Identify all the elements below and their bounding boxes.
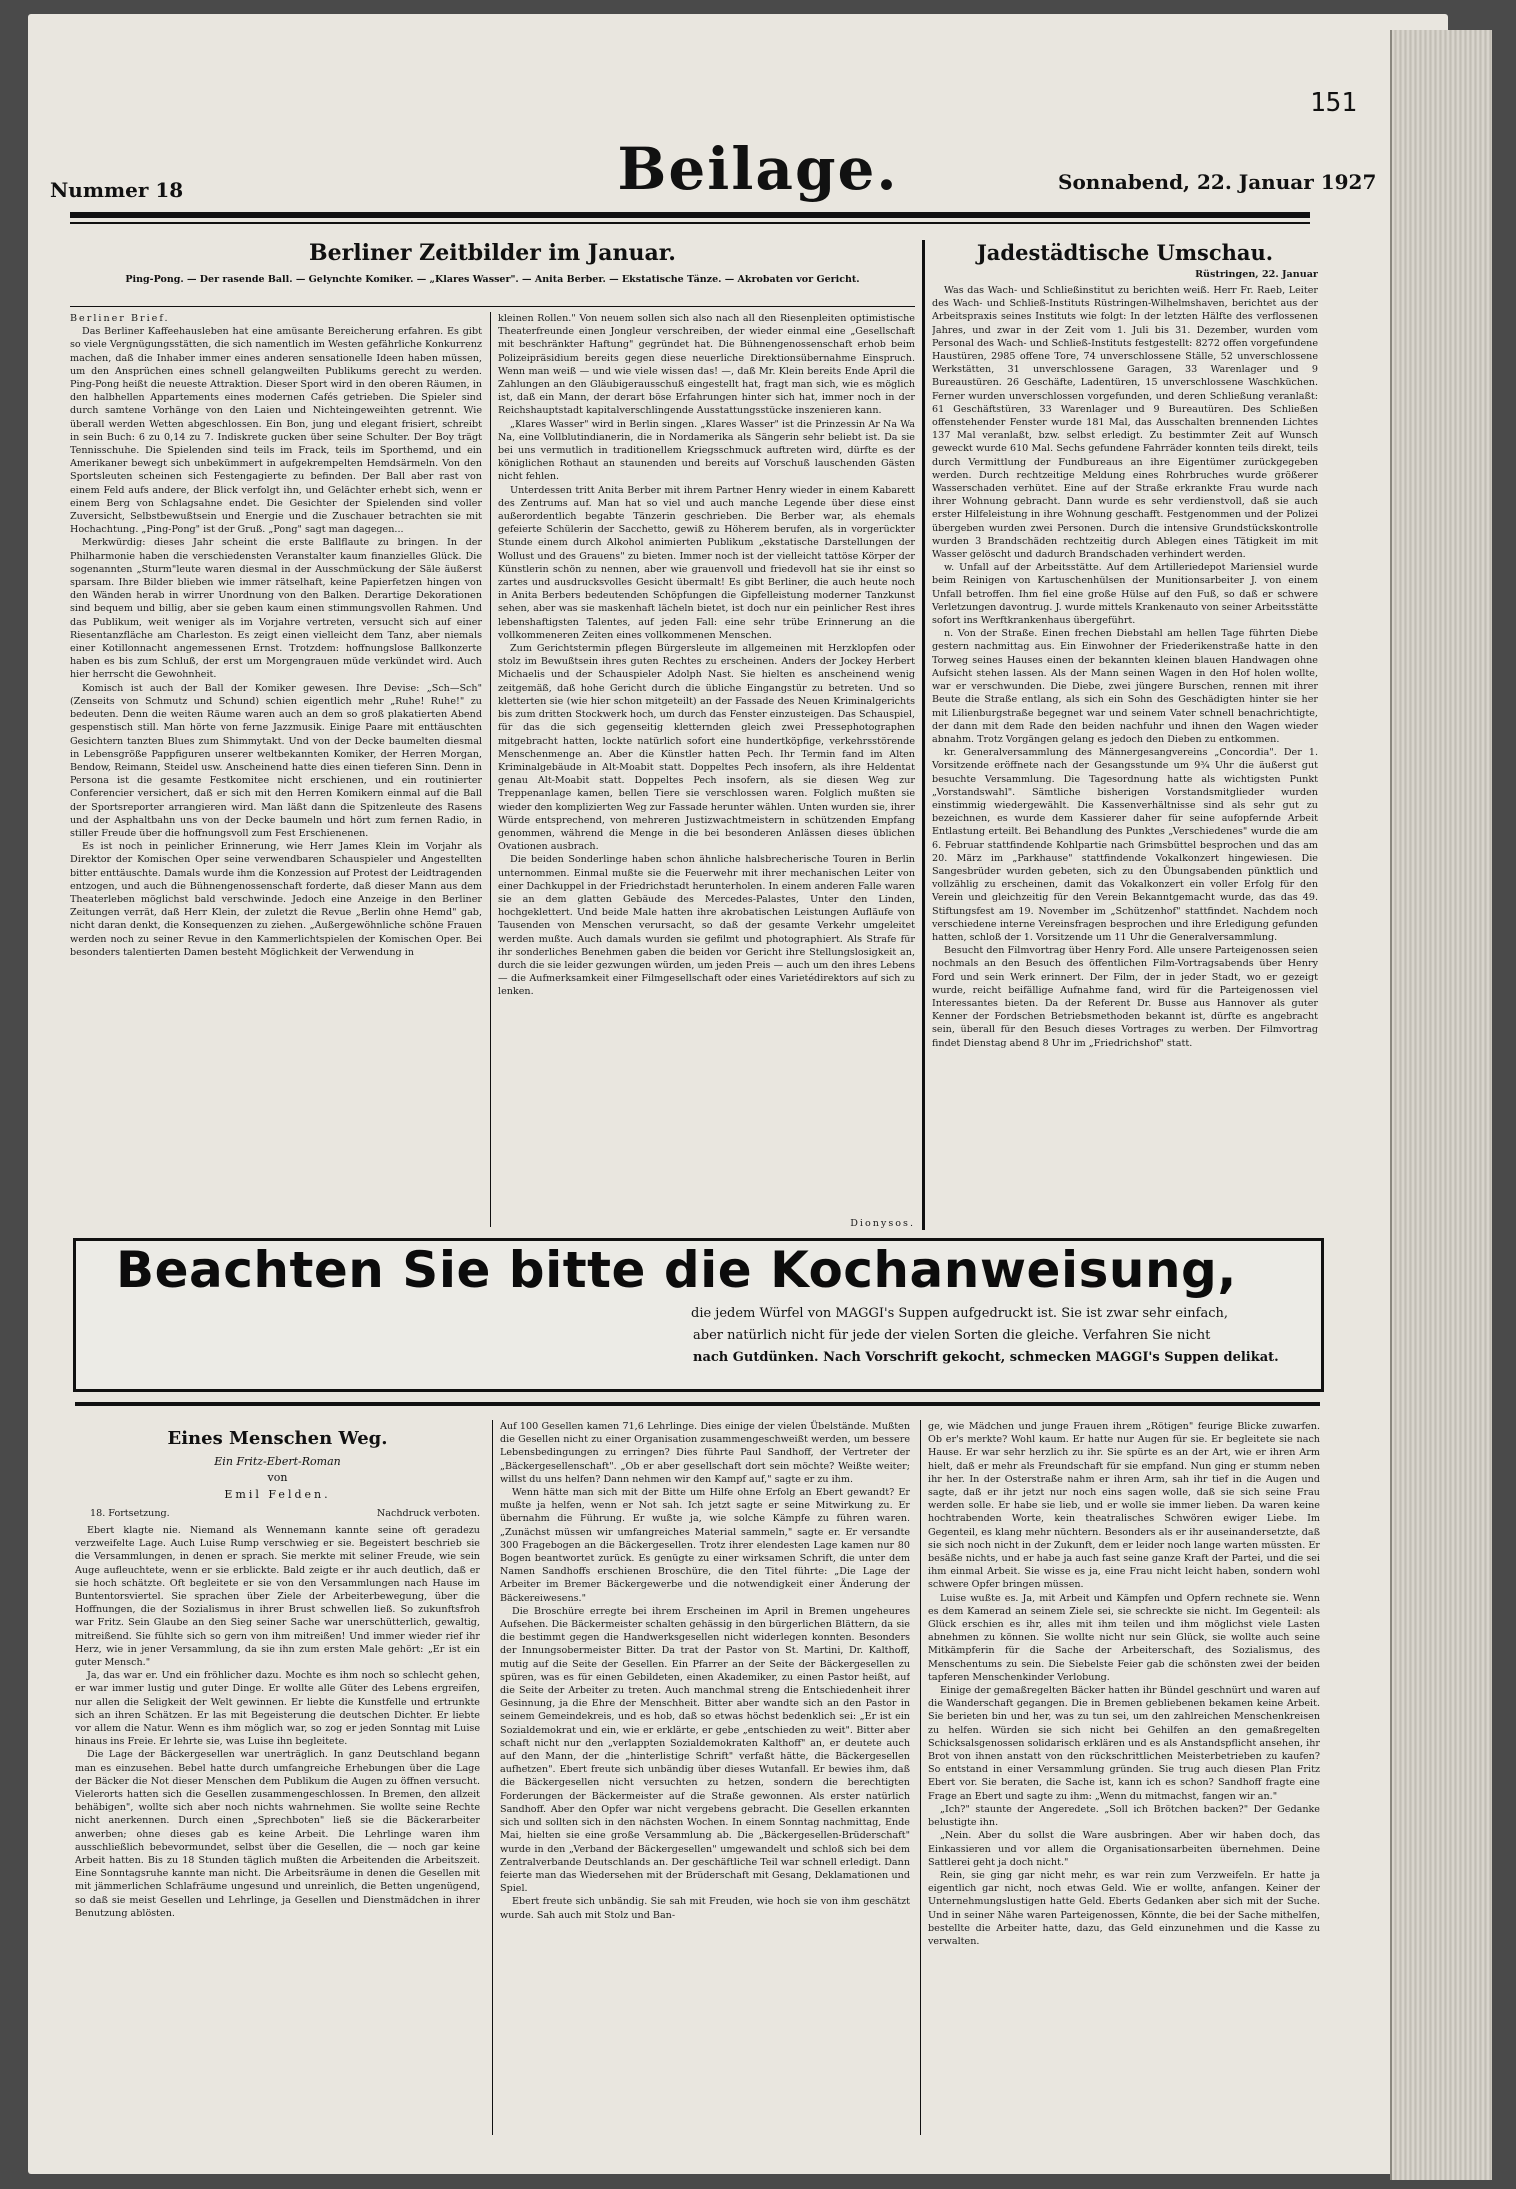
page-number: 151 [1310, 88, 1357, 118]
section-rule [75, 1402, 1320, 1406]
local-news-column [932, 284, 1318, 1230]
article-signature: Dionysos. [850, 1218, 915, 1229]
paragraph: Einige der gemaßregelten Bäcker hatten ihr Bündel geschnürt und waren auf die Wanderschaft gegangen. Die in Bremen gebliebenen bekamen keine Arbeit. Sie berieten bin und her, was zu tun sei, um den zahlreichen Menschenkreisen zu helfen. Würden sie sich nicht bei Gehilfen an den gemaßregelten Schicksalsgenossen solidarisch erklären und es als Anstandspflicht ansehen, ihr Brot von ihnen anstatt von den rückschrittlichen Meisterbetrieben zu kaufen? So entstand in einer Versammlung gründen. Sie trug auch diesen Plan Fritz Ebert vor. Sie beraten, die Sache ist, kann ich es schon? Sandhoff fragte eine Frage an Ebert und sagte zu ihm: „Wenn du mitmachst, fangen wir an." [928, 1685, 1320, 1802]
paragraph: Rein, sie ging gar nicht mehr, es war rein zum Verzweifeln. Er hatte ja eigentlich gar nicht, noch etwas Geld. Wie er wollte, anfangen. Keiner der Unternehmungslustigen hatte Geld. Eberts Gedanken aber sich mit der Suche. Und in seiner Nähe waren Parteigenossen, Könnte, die bei der Sache mithelfen, bestellte die Arbeiter hatte, dazu, das Geld einzunehmen und die Kasse zu verwalten. [928, 1869, 1320, 1947]
paragraph: Ebert freute sich unbändig. Sie sah mit Freuden, wie hoch sie von ihm geschätzt wurde. Sah auch mit Stolz und Ban- [500, 1896, 910, 1921]
ad-headline: Beachten Sie bitte die Kochanweisung, [116, 1241, 1237, 1299]
paragraph: Ja, das war er. Und ein fröhlicher dazu. Mochte es ihm noch so schlecht gehen, er war immer lustig und guter Dinge. Er wollte alle Güter des Lebens ergreifen, nur allen die Seligkeit der Welt gewinnen. Er liebte die Kunstfelle und ertrunkte sich an ihren Schätzen. Er las mit Begeisterung die deutschen Dichter. Er liebte vor allem die Natur. Wenn es ihm möglich war, so zog er jeden Sonntag mit Luise hinaus ins Freie. Er lehrte sie, was Luise ihn begleitete. [75, 1670, 480, 1748]
paragraph: Die Lage der Bäckergesellen war unerträglich. In ganz Deutschland begann man es einzusehen. Bebel hatte durch umfangreiche Erhebungen über die Lage der Bäcker die Not dieser Menschen dem Publikum die Augen zu öffnen versucht. Vielerorts hatten sich die Gesellen zusammengeschlossen. In Bremen, den allzeit behäbigen", wollte sich aber noch nichts wahrnehmen. Sie wollte seine Rechte nicht anerkennen. Durch einen „Sprechboten" ließ sie die Bäckerarbeiter anwerben; ohne dieses gab es keine Arbeit. Die Lehrlinge waren ihm ausschließlich bebevormundet, selbst über die Gesellen, die — noch gar keine Arbeit hatten. Bis zu 18 Stunden täglich mußten die Arbeitenden die Arbeitszeit. Eine Sonntagsruhe kannte man nicht. Die Arbeitsräume in denen die Gesellen mit mit jämmerlichen Schlafräume ungesund und unreinlich, die Betten ungenügend, so daß sie meist Gesellen und Lehrlinge, ja Gesellen und Dienstmädchen in ihrer Benutzung ablösten. [75, 1749, 480, 1919]
paragraph: Komisch ist auch der Ball der Komiker gewesen. Ihre Devise: „Sch—Sch" (Zenseits von Schmutz und Schund) schien eigentlich mehr „Ruhe! Ruhe!" zu bedeuten. Denn die weiten Räume waren auch an dem so groß plakatierten Abend gespenstisch still. Man hörte von ferne Jazzmusik. Einige Paare mit enttäuschten Gesichtern tanzten Blues zum Shimmytakt. Und von der Decke baumelten diesmal in Lebensgröße Pappfiguren unserer weltbekannten Komiker, der Herren Morgan, Bendow, Reimann, Steidel usw. Anscheinend hatte dies einen tieferen Sinn. Denn in Persona ist die gesamte Festkomitee nicht erschienen, und ein routinierter Conferencier versichert, daß er sich mit den Herren Komikern einmal auf die Ball der Sportsreporter arrangieren wird. Man läßt dann die Spitzenleute des Rasens und der Asphaltbahn uns von der Decke baumeln und hört zum fernen Radio, in stiller Freude über die hoffnungsvoll zum Fest Erschienenen. [70, 682, 482, 839]
news-item: Was das Wach- und Schließinstitut zu berichten weiß. Herr Fr. Raeb, Leiter des Wach- und Schließ-Instituts Rüstringen-Wilhelmshaven, berichtet aus der Arbeitspraxis seines Instituts wie folgt: In der letzten Hälfte des verflossenen Jahres, und zwar in der Zeit vom 1. Juli bis 31. Dezember, wurden vom Personal des Wach- und Schließ-Instituts festgestellt: 8272 offen vorgefundene Haustüren, 2985 offene Tore, 74 unverschlossene Ställe, 52 unverschlossene Werkstätten, 31 unverschlossene Garagen, 33 Warenlager und 9 Bureaustüren. 26 Geschäfte, Ladentüren, 15 unverschlossene Waschküchen. Ferner wurden unverschlossen vorgefunden, und deren Schließung veranlaßt: 61 Geschäftstüren, 33 Warenlager und 9 Bureautüren. Des Schließen offenstehender Fenster wurde 181 Mal, das Ausschalten brennenden Lichtes 137 Mal veranlaßt, bzw. selbst erledigt. Zu bestimmter Zeit auf Wunsch geweckt wurde 610 Mal. Sechs gefundene Fahrräder konnten teils direkt, teils durch Vermittlung der Fundbureaus an ihre Eigentümer zurückgegeben werden. Durch rechtzeitige Meldung eines Rohrbruches wurde größerer Wasserschaden verhütet. Eine auf der Straße erkrankte Frau wurde nach ihrer Wohnung gebracht. Dann wurde es sehr verdienstvoll, daß sie auch erster Hilfeleistung in ihre Wohnung geschafft. Festgenommen und der Polizei übergeben wurden zwei Personen. Durch die intensive Grundstückskontrolle wurden 3 Brandschäden rechtzeitig durch Ablegen eines Tätigkeit im mit Wasser gelöscht und dadurch Brandschaden verhindert werden. [932, 285, 1318, 561]
paragraph: Unterdessen tritt Anita Berber mit ihrem Partner Henry wieder in einem Kabarett des Zentrums auf. Man hat so viel und auch manche Legende über diese einst außerordentlich begabte Tänzerin geschrieben. Die Berber war, als ehemals gefeierte Schülerin der Sacchetto, gewiß zu Höherem berufen, als in vorgerückter Stunde einem durch Alkohol animierten Publikum „ekstatische Darstellungen der Wollust und des Grauens" zu bieten. Immer noch ist der vielleicht tattöse Körper der Künstlerin schön zu nennen, aber wie grauenvoll und friedevoll hat sie ihr einst so zartes und ausdrucksvolles Gesicht übermalt! Es gibt Berliner, die auch heute noch in Anita Berbers bedeutenden Schöpfungen die Gipfelleistung moderner Tanzkunst sehen, aber was sie maskenhaft lächeln bietet, ist doch nur ein peinlicher Rest ihres lebenshaftigsten Talentes, auf jeden Fall: eine sehr trübe Erinnerung an die vollkommeneren Zeiten eines vollkommenen Menschen. [498, 484, 915, 641]
serial-author: Emil Felden. [224, 1488, 331, 1501]
masthead-rule-thin [70, 222, 1310, 224]
paragraph: „Nein. Aber du sollst die Ware ausbringen. Aber wir haben doch, das Einkassieren und vor allem die Organisationsarbeiten übernehmen. Deine Sattlerei geht ja doch nicht." [928, 1830, 1320, 1868]
paragraph: „Klares Wasser" wird in Berlin singen. „Klares Wasser" ist die Prinzessin Ar Na Wa Na, eine Vollblutindianerin, die in Nordamerika als Sängerin sehr beliebt ist. Da sie bei uns vermutlich in traditionellem Kriegsschmuck auftreten wird, dürfte es der königlichen Rothaut an staunenden und bereits auf Vorschuß lauschenden Gästen nicht fehlen. [498, 418, 915, 483]
paragraph: „Ich?" staunte der Angeredete. „Soll ich Brötchen backen?" Der Gedanke belustigte ihn. [928, 1803, 1320, 1829]
news-item: Besucht den Filmvortrag über Henry Ford. Alle unsere Parteigenossen seien nochmals an den Besuch des öffentlichen Film-Vortragsabends über Henry Ford und sein Werk erinnert. Der Film, der in jeder Stadt, wo er gezeigt wurde, reicht beifällige Aufnahme fand, wird für die Parteigenossen viel Interessantes bieten. Da der Referent Dr. Busse aus Hannover als guter Kenner der Fordschen Betriebsmethoden bekannt ist, dürfte es angebracht sein, überall für den Besuch dieses Vortrages zu werben. Der Filmvortrag findet Dienstag abend 8 Uhr im „Friedrichshof" statt. [932, 945, 1318, 1049]
news-item: n. Von der Straße. Einen frechen Diebstahl am hellen Tage führten Diebe gestern nachmittag aus. Ein Einwohner der Friederikenstraße hatte in den Torweg seines Hauses einen der bekannten kleinen blauen Handwagen ohne Aufsicht stehen lassen. Als der Mann seinen Wagen in den Hof holen wollte, war er verschwunden. Die Diebe, zwei jüngere Burschen, rennen mit ihrer Beute die Straße entlang, als sich ein Sohn des Geschädigten hinter sie her mit Lilienburgstraße begegnet war und seinem Vater schnell benachrichtigte, der dann mit dem Rade den beiden nachfuhr und ihnen den Wagen wieder abnahm. Trotz Vorgängen gelang es jedoch den Dieben zu entkommen. [932, 628, 1318, 745]
ad-text-line: aber natürlich nicht für jede der vielen Sorten die gleiche. Verfahren Sie nicht [693, 1328, 1211, 1343]
serial-installment: 18. Fortsetzung. [90, 1508, 170, 1519]
title-underline [70, 306, 915, 307]
paragraph: Ebert klagte nie. Niemand als Wennemann kannte seine oft geradezu verzweifelte Lage. Auch Luise Rump verschwieg er sie. Begeistert beschrieb sie die Versammlungen, in denen er sprach. Sie merkte mit seliner Freude, wie sein Auge aufleuchtete, wenn er sie erblickte. Bald zeigte er ihr auch deutlich, daß er sie hoch schätzte. Oft begleitete er sie von den Versammlungen nach Hause im Buntentorsviertel. Sie sprachen über Ziele der Arbeiterbewegung, über die Hoffnungen, die der Sozialismus in ihrer Brust schwellen ließ. So zukunftsfroh war Fritz. Sein Glaube an den Sieg seiner Sache war unerschütterlich, gewaltig, mitreißend. Sie fühlte sich so gern von ihm mitreißen! Und immer wieder rief ihr Herz, wie in jener Versammlung, da sie ihn zum ersten Male gehört: „Er ist ein guter Mensch." [75, 1525, 480, 1669]
local-news-dateline: Rüstringen, 22. Januar [1195, 269, 1318, 280]
serial-column-2 [500, 1420, 910, 2136]
masthead-rule [70, 212, 1310, 218]
masthead-title: Beilage. [617, 135, 899, 203]
paragraph: Auf 100 Gesellen kamen 71,6 Lehrlinge. Dies einige der vielen Übelstände. Mußten die Gesellen nicht zu einer Organisation zusammengeschweißt werden, um bessere Lebensbedingungen zu erringen? Dies führte Paul Sandhoff, der Vertreter der „Bäckergesellenschaft". „Ob er aber gesellschaft dort sein möchte? Weißte weiter; willst du uns helfen? Dann nehmen wir den Kampf auf," sagte er zu ihm. [500, 1421, 910, 1485]
news-item: kr. Generalversammlung des Männergesangvereins „Concordia". Der 1. Vorsitzende eröffnete nach der Gesangsstunde um 9¾ Uhr die äußerst gut besuchte Versammlung. Die Tagesordnung hatte als wichtigsten Punkt „Vorstandswahl". Sämtliche bisherigen Vorstandsmitglieder wurden einstimmig wiedergewählt. Die Kassenverhältnisse sind als sehr gut zu bezeichnen, es wurde dem Kassierer daher für seine aufopfernde Arbeit Entlastung erteilt. Bei Behandlung des Punktes „Verschiedenes" wurde die am 6. Februar stattfindende Kohlpartie nach Grimsbüttel besprochen und das am 20. März im „Parkhause" stattfindende Vokalkonzert hingewiesen. Die Sangesbrüder wurden gebeten, sich zu den Übungsabenden pünktlich und vollzählig zu erscheinen, damit das Vokalkonzert ein voller Erfolg für den Verein und gleichzeitig für den Verein Bekanntgemacht wurde, das das 49. Stiftungsfest am 19. November im „Schützenhof" stattfindet. Nachdem noch verschiedene interne Vereinsfragen besprochen und ihre Erledigung gefunden hatten, schloß der 1. Vorsitzende um 11 Uhr die Generalversammlung. [932, 747, 1318, 943]
column-divider-heavy [922, 240, 925, 1230]
serial-column-1 [75, 1524, 480, 2136]
paragraph: Merkwürdig: dieses Jahr scheint die erste Ballflaute zu bringen. In der Philharmonie haben die verschiedensten Veranstalter kaum finanzielles Glück. Die sogenannten „Sturm"leute waren diesmal in der Ausschmückung der Säle äußerst sparsam. Ihre Bilder blieben wie immer rätselhaft, keine Papierfetzen hingen von den Wänden herab in wirrer Unordnung von den Balken. Derartige Dekorationen sind bequem und billig, aber sie geben kaum einen stimmungsvollen Rahmen. Und das Publikum, weit weniger als im Vorjahre vertreten, versucht sich auf einer Riesentanzfläche am Charleston. Es zeigt einen vielleicht dem Tanz, aber niemals einer Kotillonnacht angemessenen Ernst. Trotzdem: hoffnungslose Ballkonzerte haben es bis zum Schluß, der erst um Morgengrauen müde verkündet wird. Auch hier herrscht die Gewohnheit. [70, 537, 482, 681]
column-divider [920, 1420, 921, 2135]
news-item: w. Unfall auf der Arbeitsstätte. Auf dem Artilleriedepot Mariensiel wurde beim Reinigen von Kartuschenhülsen der Munitionsarbeiter J. von einem Unfall betroffen. Ihm fiel eine große Hülse auf den Fuß, so daß er schwere Verletzungen davontrug. J. wurde mittels Krankenauto von seiner Arbeitsstätte sofort ins Werftkrankenhaus übergeführt. [932, 562, 1318, 627]
ad-text-line: nach Gutdünken. Nach Vorschrift gekocht, schmecken MAGGI's Suppen delikat. [693, 1350, 1279, 1365]
book-edge [1390, 30, 1492, 2180]
local-news-title: Jadestädtische Umschau. [976, 240, 1274, 265]
paragraph: Wenn hätte man sich mit der Bitte um Hilfe ohne Erfolg an Ebert gewandt? Er mußte ja helfen, wenn er Not sah. Ich jetzt sagte er seine Mitwirkung zu. Er übernahm die Führung. Er wußte ja, wie solche Kämpfe zu führen waren. „Zunächst müssen wir umfangreiches Material sammeln," sagte er. Er versandte 300 Fragebogen an die Bäckergesellen. Trotz ihrer elendesten Lage kamen nur 80 Bogen beantwortet zurück. Es genügte zu einer wirksamen Schrift, die unter dem Namen Sandhoffs erschienen Broschüre, die den Titel führte: „Die Lage der Arbeiter im Bremer Bäckergewerbe und die notwendigkeit einer Änderung der Bäckereiwesens." [500, 1487, 910, 1604]
serial-subtitle: Ein Fritz-Ebert-Roman [214, 1455, 341, 1468]
paragraph: kleinen Rollen." Von neuem sollen sich also nach all den Riesenpleiten optimistische Theaterfreunde einen Jongleur verschreiben, der wieder einmal eine „Gesellschaft mit beschränkter Haftung" gegründet hat. Die Bühnengenossenschaft erhob beim Polizeipräsidium bereits gegen diese neuerliche Direktionsübernahme Einspruch. Wenn man weiß — und wie viele wissen das! —, daß Mr. Klein bereits Ende April die Zahlungen an den Gläubigerausschuß eingestellt hat, fragt man sich, wie es möglich ist, daß ein Mann, der derart böse Erfahrungen hinter sich hat, immer noch in der Reichshauptstadt kapitalverschlingende Ausstattungsstücke inszenieren kann. [498, 313, 915, 417]
berlin-column-1 [70, 312, 482, 1232]
paragraph: Die beiden Sonderlinge haben schon ähnliche halsbrecherische Touren in Berlin unternommen. Einmal mußte sie die Feuerwehr mit ihrer mechanischen Leiter von einer Dachkuppel in der Friedrichstadt herunterholen. In einem anderen Falle waren sie an dem glatten Gebäude des Mercedes-Palastes, Unter den Linden, hochgeklettert. Und beide Male hatten ihre akrobatischen Leistungen Aufläufe von Tausenden von Menschen verursacht, so daß der gesamte Verkehr umgeleitet werden mußte. Auch damals wurden sie gefilmt und photographiert. Als Strafe für ihr sonderliches Benehmen gaben die beiden vor Gericht ihre Stellungslosigkeit an, durch die sie leider gezwungen würden, um jeden Preis — auch um den ihres Lebens — die Aufmerksamkeit einer Filmgesellschaft oder eines Varietédirektors auf sich zu lenken. [498, 854, 915, 998]
serial-column-3 [928, 1420, 1320, 2136]
paragraph: ge, wie Mädchen und junge Frauen ihrem „Rötigen" feurige Blicke zuwarfen. Ob er's merkte? Wohl kaum. Er hatte nur Augen für sie. Er begleitete sie nach Hause. Er war sehr herzlich zu ihr. Sie spürte es an der Art, wie er ihren Arm hielt, daß er mehr als Freundschaft für sie empfand. Nun ging er stumm neben ihr her. In der Osterstraße nahm er ihren Arm, sah ihr tief in die Augen und sagte, daß er ihr jetzt nur noch eins sagen wolle, daß sie sich seine Frau werden solle. Er habe sie lieb, und er wolle sie immer lieben. Da waren keine hochtrabenden Worte, kein theatralisches Schwören ewiger Liebe. Im Gegenteil, es klang mehr nüchtern. Besonders als er ihr auseinandersetzte, daß sie sich noch nicht in der Zukunft, dem er leider noch lange warten müssten. Er besäße nichts, und er habe ja auch fast seine ganze Kraft der Partei, und die sei ihm einmal Arbeit. Sie wisse es ja, eine Frau nicht leicht haben, sondern wohl schwere Opfer bringen müssen. [928, 1421, 1320, 1591]
paragraph: Zum Gerichtstermin pflegen Bürgersleute im allgemeinen mit Herzklopfen oder stolz im Bewußtsein ihres guten Rechtes zu erscheinen. Anders der Jockey Herbert Michaelis und der Schauspieler Adolph Nast. Sie hielten es anscheinend wenig zeitgemäß, daß hohe Gericht durch die übliche Eingangstür zu betreten. Und so kletterten sie (wie hier schon mitgeteilt) an der Fassade des Neuen Kriminalgerichts bis zum dritten Stockwerk hoch, um durch das Fenster einzusteigen. Das Schauspiel, für das die sich gegenseitig kletternden gleich zwei Pressephotographen mitgebracht hatten, lockte natürlich sofort eine hundertköpfige, verkehrsstörende Menschenmenge an. Aber die Künstler hatten Pech. Ihr Termin fand im Alten Kriminalgebäude in Alt-Moabit statt. Doppeltes Pech insofern, als ihre Heldentat genau Alt-Moabit statt. Doppeltes Pech insofern, als sie diesen Weg zur Treppenanlage kamen, bellen Tiere sie verschlossen waren. Folglich mußten sie wieder den komplizierten Weg zur Fassade herunter wählen. Unten wurden sie, ihrer Würde entsprechend, von mehreren Justizwachtmeistern in schützenden Empfang genommen, während die Menge in die bei besonderen Anlässen dieses üblichen Ovationen ausbrach. [498, 643, 915, 853]
paragraph: Berliner Brief. [70, 313, 170, 324]
column-divider [490, 312, 491, 1227]
serial-title: Eines Menschen Weg. [167, 1428, 388, 1449]
article-title: Berliner Zeitbilder im Januar. [309, 240, 676, 266]
issue-date: Sonnabend, 22. Januar 1927 [1058, 170, 1377, 194]
column-divider [492, 1420, 493, 2135]
paragraph: Luise wußte es. Ja, mit Arbeit und Kämpfen und Opfern rechnete sie. Wenn es dem Kamerad an seinem Ziele sei, sie schreckte sie nicht. Im Gegenteil: als Glück erschien es ihr, alles mit ihm teilen und ihm möglichst viele Lasten abnehmen zu können. Sie wollte nicht nur sein Glück, sie wollte auch seine Mitkämpferin für die Sache der Arbeiterschaft, des Sozialismus, des Menschentums zu sein. Die Siebelste Feier gab die schönsten zwei der beiden tapferen Menschenkinder Verlobung. [928, 1592, 1320, 1683]
berlin-column-2 [498, 312, 915, 1217]
article-subtitle: Ping-Pong. — Der rasende Ball. — Gelynchte Komiker. — „Klares Wasser". — Anita Berber. — Ekstatische Tänze. — Akrobaten vor Gericht. [125, 274, 860, 285]
paragraph: Die Broschüre erregte bei ihrem Erscheinen im April in Bremen ungeheures Aufsehen. Die Bäckermeister schalten gehässig in den bürgerlichen Blättern, da sie die bestimmt gegen die Handwerksgesellen nicht widerlegen konnten. Besonders der Innungsobermeister Bitter. Da trat der Pastor von St. Martini, Dr. Kalthoff, mutig auf die Seite der Gesellen. Ein Pfarrer an der Seite der Bäckergesellen zu spüren, was es für einen Gebildeten, einen Akademiker, zu einen Pastor heißt, auf die Seite der Arbeiter zu treten. Auch manchmal streng die Entschiedenheit ihrer Gesinnung, ja die Ehre der Menschheit. Bitter aber wandte sich an den Pastor in seinem Gemeindekreis, und es hob, daß so etwas höchst bedenklich sei: „Er ist ein Sozialdemokrat und ein, wie er erklärte, er gebe „entschieden zu weit". Bitter aber schaft nicht nur den „verlappten Sozialdemokraten Kalthoff" an, er deutete auch auf den Mann, der die „hinterlistige Schrift" verfaßt hätte, die Bäckergesellen aufhetzen". Ebert freute sich unbändig über dieses Wutanfall. Er bewies ihm, daß die Bäckergesellen nicht versuchten zu hetzen, sondern die berechtigten Forderungen der Bäckermeister auf die Straße gewonnen. Als erster natürlich Sandhoff. Aber den Opfer war nicht vergebens gebracht. Die Gesellen erkannten sich und sollten sich in den nächsten Wochen. In einem Sonntag nachmittag, Ende Mai, hielten sie eine große Versammlung ab. Die „Bäckergesellen-Brüderschaft" wurde in den „Verband der Bäckergesellen" umgewandelt und schloß sich bei dem Zentralverbande Deutschlands an. Der geschäftliche Teil war schnell erledigt. Dann feierte man das Wiedersehen mit der Brüderschaft mit Gesang, Deklamationen und Spiel. [500, 1605, 910, 1895]
maggi-advertisement [73, 1238, 1324, 1392]
ad-text-line: die jedem Würfel von MAGGI's Suppen aufgedruckt ist. Sie ist zwar sehr einfach, [691, 1306, 1228, 1321]
paragraph: Das Berliner Kaffeehausleben hat eine amüsante Bereicherung erfahren. Es gibt so viele Vergnügungsstätten, die sich namentlich im Westen gefährliche Konkurrenz machen, daß die Inhaber immer eines anderen sensationelle Ideen haben müssen, um den Ansprüchen eines schnell gelangweilten Publikums gerecht zu werden. Ping-Pong heißt die neueste Attraktion. Dieser Sport wird in den oberen Räumen, in den halbhellen Appartements eines modernen Cafés getrieben. Die Spieler sind durch samtene Vorhänge von den Laien und Nichteingeweihten getrennt. Wie überall werden Wetten abgeschlossen. Ein Bon, jung und elegant frisiert, schreibt in sein Buch: 6 zu 0,14 zu 7. Indiskrete gucken über seine Schulter. Der Boy trägt Tennisschuhe. Die Spielenden sind teils im Frack, teils im Sporthemd, und ein Amerikaner bewegt sich unbekümmert in aufgekrempelten Hemdsärmeln. Von den Sportsleuten scheinen sich Festengagierte zu befinden. Der Ball aber rast von einem Feld aufs andere, der Blick verfolgt ihn, und Gelächter erhebt sich, wenn er einem Berg von Schlagsahne endet. Die Gesichter der Spielenden sind voller Zuversicht, Selbstbewußtsein und Energie und die Zuschauer betrachten sie mit Hochachtung. „Ping-Pong" ist der Gruß. „Pong" sagt man dagegen... [70, 326, 482, 536]
paragraph: Es ist noch in peinlicher Erinnerung, wie Herr James Klein im Vorjahr als Direktor der Komischen Oper seine verwendbaren Schauspieler und Angestellten bitter enttäuschte. Damals wurde ihm die Konzession auf Protest der Leidtragenden entzogen, und auch die Bühnengenossenschaft forderte, daß dieser Mann aus dem Theaterleben möglichst bald verschwinde. Jedoch eine Anzeige in den Berliner Zeitungen verrät, daß Herr Klein, der zuletzt die Revue „Berlin ohne Hemd" gab, nicht daran denkt, die Konsequenzen zu ziehen. „Außergewöhnliche schöne Frauen werden noch zu seiner Revue in den Kammerlichtspielen der Komischen Oper. Bei besonders talentierten Damen besteht Möglichkeit der Verwendung in [70, 841, 482, 958]
serial-by: von [267, 1471, 288, 1484]
issue-number: Nummer 18 [50, 178, 184, 202]
serial-rights: Nachdruck verboten. [376, 1508, 480, 1519]
